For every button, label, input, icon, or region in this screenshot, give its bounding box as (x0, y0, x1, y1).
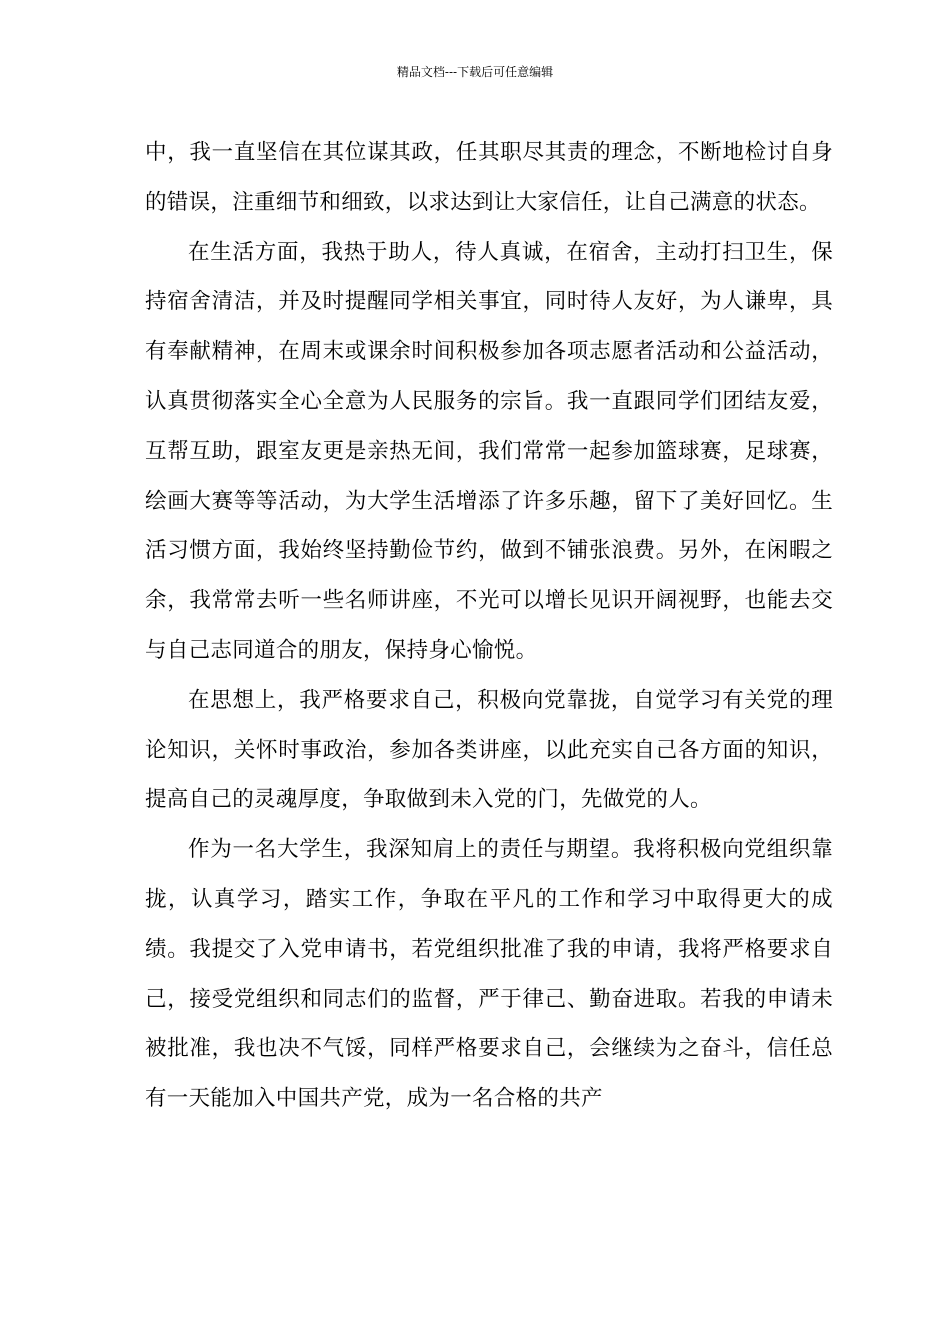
paragraph-commitment: 作为一名大学生，我深知肩上的责任与期望。我将积极向党组织靠拢，认真学习，踏实工作，争取在平凡的工作和学习中取得更大的成绩。我提交了入党申请书，若党组织批准了我的申请，我将严格要求自己，接受党组织和同志们的监督，严于律己、勤奋进取。若我的申请未被批准，我也决不气馁，同样严格要求自己，会继续为之奋斗，信任总有一天能加入中国共产党，成为一名合格的共产 (145, 837, 833, 1112)
document-body (145, 128, 833, 1124)
paragraph-thought: 在思想上，我严格要求自己，积极向党靠拢，自觉学习有关党的理论知识，关怀时事政治，参加各类讲座，以此充实自己各方面的知识，提高自己的灵魂厚度，争取做到未入党的门，先做党的人。 (145, 687, 833, 813)
page-header: 精品文档---下载后可任意编辑 (396, 65, 554, 79)
paragraph-continuation: 中，我一直坚信在其位谋其政，任其职尽其责的理念，不断地检讨自身的错误，注重细节和细致，以求达到让大家信任，让自己满意的状态。 (145, 140, 833, 215)
paragraph-life: 在生活方面，我热于助人，待人真诚，在宿舍，主动打扫卫生，保持宿舍清洁，并及时提醒同学相关事宜，同时待人友好，为人谦卑，具有奉献精神，在周末或课余时间积极参加各项志愿者活动和公益活动，认真贯彻落实全心全意为人民服务的宗旨。我一直跟同学们团结友爱，互帮互助，跟室友更是亲热无间，我们常常一起参加篮球赛，足球赛，绘画大赛等等活动，为大学生活增添了许多乐趣，留下了美好回忆。生活习惯方面，我始终坚持勤俭节约，做到不铺张浪费。另外，在闲暇之余，我常常去听一些名师讲座，不光可以增长见识开阔视野，也能去交与自己志同道合的朋友，保持身心愉悦。 (145, 239, 833, 663)
